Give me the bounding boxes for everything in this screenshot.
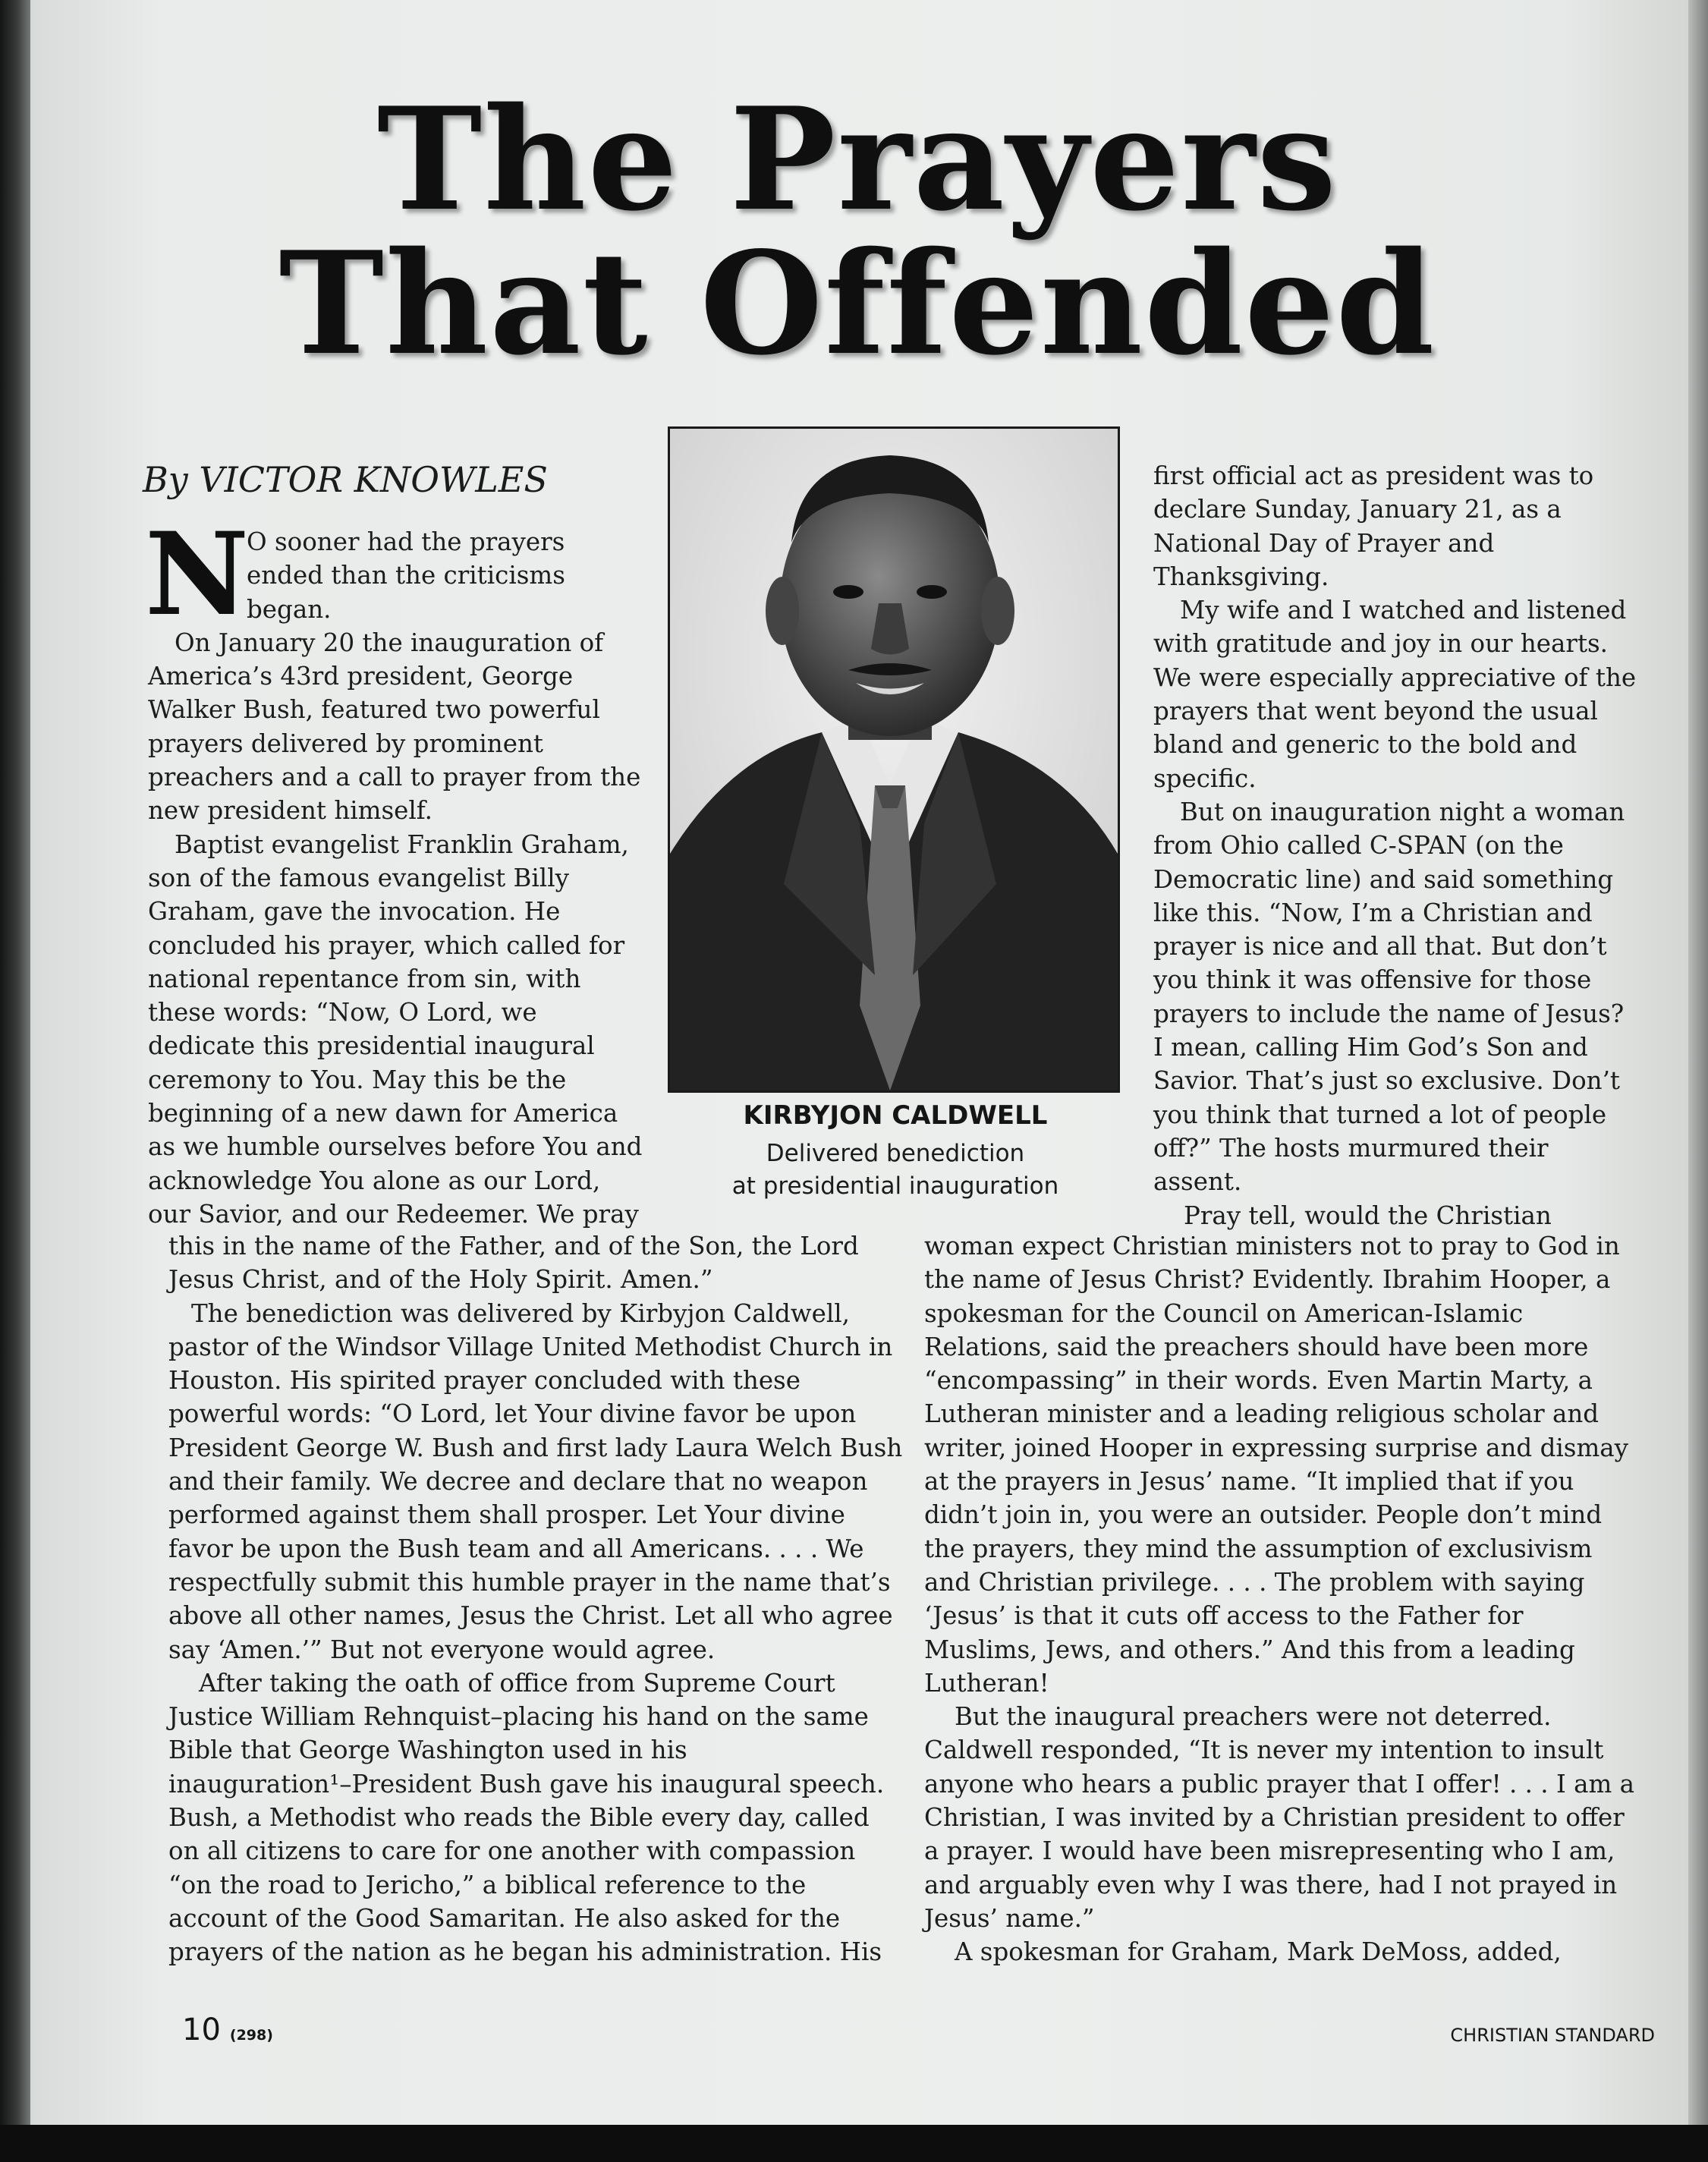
text-line: inauguration¹–President Bush gave his inaugural speech. [168,1769,885,1799]
text-line: off?” The hosts murmured their [1153,1133,1549,1163]
text-line: Bush, a Methodist who reads the Bible every day, called [168,1803,870,1833]
text-line: acknowledge You alone as our Lord, [148,1166,601,1195]
caption-name: KIRBYJON CALDWELL [743,1100,1048,1131]
text-line: Savior. That’s just so exclusive. Don’t [1153,1066,1620,1096]
text-line: a prayer. I would have been misrepresenting who I am, [924,1836,1615,1866]
text-line: prayers of the nation as he began his administration. His [168,1937,882,1967]
text-line: bland and generic to the bold and [1153,730,1577,760]
text-line: The benediction was delivered by Kirbyjon Caldwell, [191,1298,850,1328]
text-line: our Savior, and our Redeemer. We pray [148,1199,639,1229]
text-line: you think that turned a lot of people [1153,1100,1607,1129]
text-line: writer, joined Hooper in expressing surprise and dismay [924,1433,1628,1462]
text-line: dedicate this presidential inaugural [148,1031,595,1061]
text-line: performed against them shall prosper. Let Your divine [168,1500,845,1530]
text-line: prayers that went beyond the usual [1153,697,1598,726]
text-line: began. [247,594,332,624]
text-line: But the inaugural preachers were not deterred. [955,1702,1552,1732]
caption-line: Delivered benediction [766,1140,1025,1167]
page-sub-number: (298) [229,2027,273,2044]
article-title-line-2: That Offended [278,220,1436,386]
text-line: specific. [1153,763,1257,793]
text-line: Houston. His spirited prayer concluded with these [168,1366,801,1396]
text-line: anyone who hears a public prayer that I offer! . . . I am a [924,1769,1635,1799]
text-line: and their family. We decree and declare that no weapon [168,1467,868,1496]
text-line: preachers and a call to prayer from the [148,763,641,792]
page-number: 10 [182,2013,221,2047]
text-line: “on the road to Jericho,” a biblical reference to the [168,1870,807,1899]
portrait-illustration [670,429,1118,1090]
text-line: On January 20 the inauguration of [175,628,604,657]
text-line: National Day of Prayer and [1153,528,1495,558]
bottom-left-column [168,1229,903,1969]
text-line: Caldwell responded, “It is never my intention to insult [924,1736,1604,1765]
text-line: Graham, gave the invocation. He [148,897,561,927]
text-line: new president himself. [148,796,433,826]
text-line: Jesus’ name.” [924,1903,1095,1933]
drop-cap-paragraph [145,508,664,641]
magazine-name: CHRISTIAN STANDARD [1450,2025,1655,2046]
text-line: A spokesman for Graham, Mark DeMoss, added, [955,1937,1562,1967]
text-line: favor be upon the Bush team and all Americans. . . . We [168,1534,864,1563]
article-title-line-1: The Prayers [376,76,1338,242]
text-line: the prayers, they mind the assumption of exclusivism [924,1534,1593,1563]
text-line: Democratic line) and said something [1153,864,1614,894]
text-line: My wife and I watched and listened [1180,596,1627,625]
text-line: prayers to include the name of Jesus? [1153,999,1625,1028]
text-line: Jesus Christ, and of the Holy Spirit. Amen.” [168,1265,713,1295]
text-line: Bible that George Washington used in his [168,1736,687,1765]
bottom-right-column [924,1229,1653,1969]
text-line: on all citizens to care for one another with compassion [168,1836,856,1866]
text-line: at the prayers in Jesus’ name. “It implied that if you [924,1467,1574,1496]
drop-cap: N [145,508,250,641]
caption-line: at presidential inauguration [731,1172,1059,1200]
text-line: ended than the criticisms [247,561,565,590]
right-column-top [1153,459,1639,1232]
text-line: Muslims, Jews, and others.” And this from a leading [924,1635,1575,1664]
text-line: Baptist evangelist Franklin Graham, [175,829,629,859]
text-line: account of the Good Samaritan. He also asked for the [168,1903,841,1933]
text-line: O sooner had the prayers [247,527,565,556]
text-line: Lutheran minister and a leading religious scholar and [924,1399,1599,1429]
text-line: woman expect Christian ministers not to pray to God in [924,1232,1620,1260]
page-edge [1688,0,1708,2162]
text-line: from Ohio called C-SPAN (on the [1153,831,1564,861]
text-line: President George W. Bush and first lady Laura Welch Bush [168,1433,903,1462]
text-line: say ‘Amen.’” But not everyone would agree. [168,1635,716,1664]
page-folio [182,2013,273,2047]
text-line: beginning of a new dawn for America [148,1099,618,1128]
text-line: Walker Bush, featured two powerful [148,695,600,725]
text-line: Christian, I was invited by a Christian president to offer [924,1803,1625,1833]
text-line: son of the famous evangelist Billy [148,863,569,892]
text-line: didn’t join in, you were an outsider. People don’t mind [924,1500,1603,1530]
text-line: Justice William Rehnquist–placing his hand on the same [168,1702,869,1732]
text-line: I mean, calling Him God’s Son and [1153,1033,1588,1062]
portrait-photo [668,426,1120,1093]
text-line: these words: “Now, O Lord, we [148,998,537,1028]
text-line: pastor of the Windsor Village United Methodist Church in [168,1332,893,1361]
text-line: After taking the oath of office from Supreme Court [199,1668,835,1698]
text-line: spokesman for the Council on American-Islamic [924,1298,1524,1328]
text-line: first official act as president was to [1153,461,1594,490]
text-line: America’s 43rd president, George [148,662,574,691]
text-line: above all other names, Jesus the Christ. Let all who agree [168,1601,893,1631]
text-line: Pray tell, would the Christian [1184,1201,1552,1230]
text-line: prayer is nice and all that. But don’t [1153,932,1607,961]
text-line: Relations, said the preachers should have been more [924,1332,1589,1361]
text-line: and Christian privilege. . . . The problem with saying [924,1567,1585,1597]
text-line: declare Sunday, January 21, as a [1153,495,1562,524]
left-column-top [145,508,664,1231]
text-line: But on inauguration night a woman [1180,797,1625,826]
text-line: Lutheran! [924,1668,1049,1698]
text-line: ceremony to You. May this be the [148,1065,567,1094]
text-line: with gratitude and joy in our hearts. [1153,629,1609,659]
text-line: assent. [1153,1167,1242,1197]
text-line: this in the name of the Father, and of the Son, the Lord [168,1232,859,1260]
text-line: We were especially appreciative of the [1153,662,1637,692]
text-line: prayers delivered by prominent [148,729,543,758]
text-line: and arguably even why I was there, had I not prayed in [924,1870,1618,1899]
text-line: respectfully submit this humble prayer in the name that’s [168,1567,891,1597]
text-line: Thanksgiving. [1153,562,1329,591]
scan-bottom-edge [0,2125,1708,2162]
text-line: you think it was offensive for those [1153,965,1592,995]
text-line: as we humble ourselves before You and [148,1132,643,1162]
text-line: “encompassing” in their words. Even Martin Marty, a [924,1366,1593,1396]
byline: By VICTOR KNOWLES [143,459,548,500]
text-line: like this. “Now, I’m a Christian and [1153,898,1593,927]
text-line: the name of Jesus Christ? Evidently. Ibrahim Hooper, a [924,1265,1611,1295]
text-line: powerful words: “O Lord, let Your divine favor be upon [168,1399,857,1429]
text-line: ‘Jesus’ is that it cuts off access to the Father for [924,1601,1524,1631]
text-line: concluded his prayer, which called for [148,930,625,960]
text-line: national repentance from sin, with [148,964,581,993]
